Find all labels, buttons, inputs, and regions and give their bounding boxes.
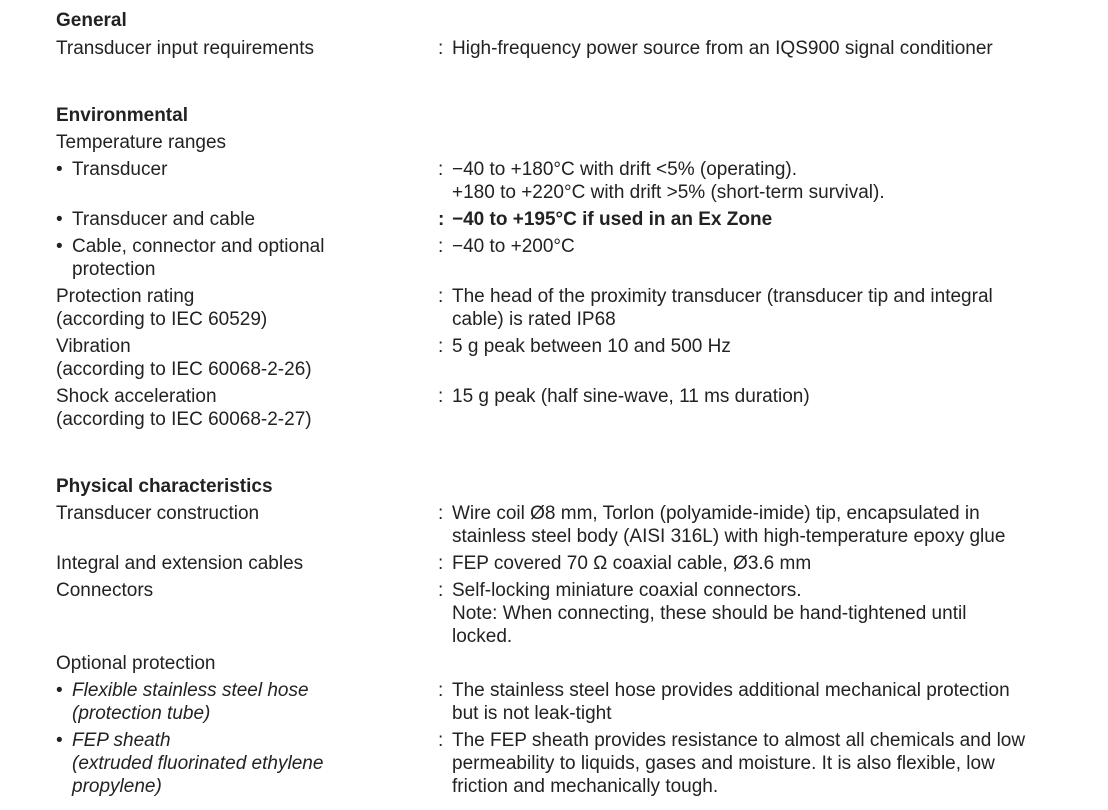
spec-label: • Cable, connector and optional protection bbox=[56, 236, 325, 280]
spec-value: 15 g peak (half sine-wave, 11 ms duration) bbox=[452, 386, 810, 407]
colon-separator: : bbox=[438, 386, 444, 407]
colon-separator: : bbox=[438, 680, 444, 701]
colon-separator: : bbox=[438, 38, 444, 59]
colon-separator: : bbox=[438, 553, 444, 574]
spec-label: Transducer construction bbox=[56, 503, 260, 524]
bullet-icon: • bbox=[56, 680, 63, 701]
spec-value: −40 to +195°C if used in an Ex Zone bbox=[452, 209, 773, 230]
spec-value: Self-locking miniature coaxial connectors. Note: When connecting, these should be hand-tightened until locked. bbox=[452, 580, 967, 647]
spec-value: 5 g peak between 10 and 500 Hz bbox=[452, 336, 731, 357]
spec-value: The head of the proximity transducer (transducer tip and integral cable) is rated IP68 bbox=[452, 286, 993, 330]
spec-value: The FEP sheath provides resistance to almost all chemicals and low permeability to liquids, gases and moisture. It is also flexible, low friction and mechanically tough. bbox=[452, 730, 1026, 797]
spec-value: FEP covered 70 Ω coaxial cable, Ø3.6 mm bbox=[452, 553, 812, 574]
colon-separator: : bbox=[438, 159, 444, 180]
spec-value: −40 to +180°C with drift <5% (operating). +180 to +220°C with drift >5% (short-term survival). bbox=[452, 159, 885, 203]
bullet-icon: • bbox=[56, 209, 63, 230]
colon-separator: : bbox=[438, 336, 444, 357]
spec-label: Transducer input requirements bbox=[56, 38, 315, 59]
spec-label: • Transducer and cable bbox=[56, 209, 256, 230]
colon-separator: : bbox=[438, 730, 444, 751]
spec-value: High-frequency power source from an IQS900 signal conditioner bbox=[452, 38, 993, 59]
section-heading-environmental: Environmental bbox=[56, 105, 188, 126]
colon-separator: : bbox=[438, 286, 444, 307]
spec-label: • FEP sheath (extruded fluorinated ethylene propylene) bbox=[56, 730, 324, 797]
colon-separator: : bbox=[438, 503, 444, 524]
spec-label: Connectors bbox=[56, 580, 154, 601]
spec-value: −40 to +200°C bbox=[452, 236, 575, 257]
spec-label: Protection rating (according to IEC 60529) bbox=[56, 286, 268, 330]
bullet-icon: • bbox=[56, 159, 63, 180]
spec-label: Integral and extension cables bbox=[56, 553, 304, 574]
colon-separator: : bbox=[438, 236, 444, 257]
spec-value: The stainless steel hose provides additional mechanical protection but is not leak-tight bbox=[452, 680, 1010, 724]
section-heading-general: General bbox=[56, 10, 127, 31]
spec-label: Shock acceleration (according to IEC 60068-2-27) bbox=[56, 386, 312, 430]
colon-separator: : bbox=[438, 580, 444, 601]
section-heading-physical: Physical characteristics bbox=[56, 476, 273, 497]
bullet-icon: • bbox=[56, 730, 63, 751]
bullet-icon: • bbox=[56, 236, 63, 257]
colon-separator: : bbox=[438, 209, 445, 230]
spec-label: • Flexible stainless steel hose (protection tube) bbox=[56, 680, 309, 724]
spec-label: • Transducer bbox=[56, 159, 168, 180]
spec-label: Vibration (according to IEC 60068-2-26) bbox=[56, 336, 312, 380]
spec-value: Wire coil Ø8 mm, Torlon (polyamide-imide) tip, encapsulated in stainless steel body (AISI 316L) with high-temperature epoxy glue bbox=[452, 503, 1006, 547]
